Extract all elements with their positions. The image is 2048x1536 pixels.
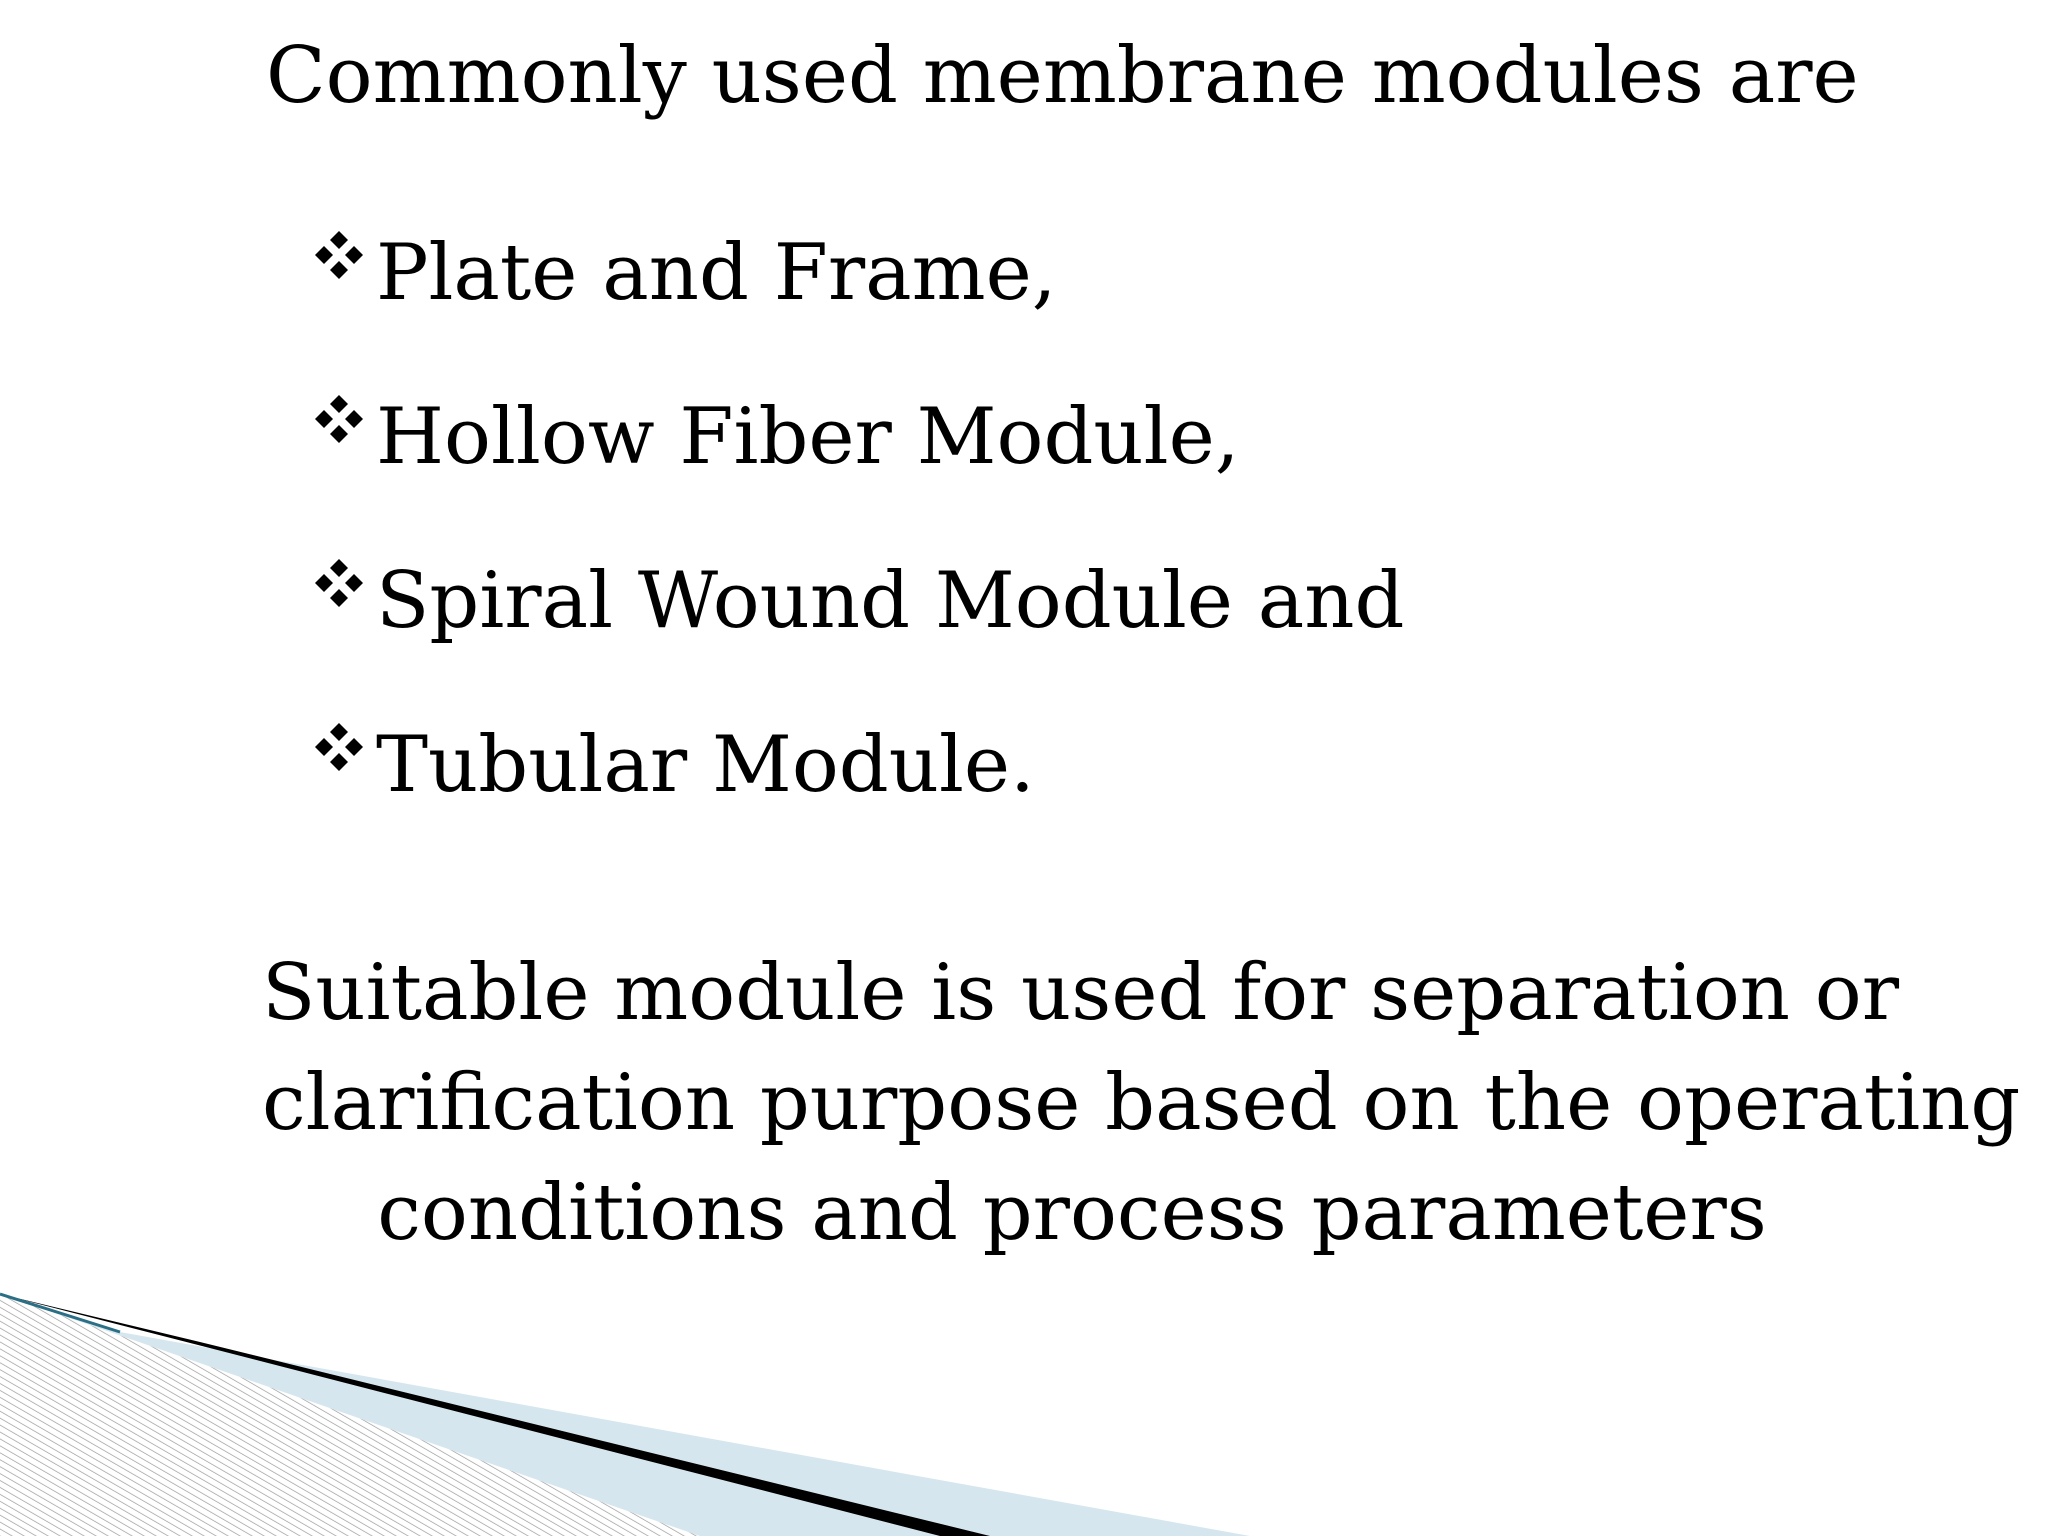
list-item (300, 389, 1404, 553)
list-item-label: Hollow Fiber Module, (376, 392, 1240, 482)
decorative-swoosh (0, 1280, 2048, 1536)
summary-paragraph (262, 938, 2021, 1268)
slide-heading: Commonly used membrane modules are (266, 31, 1859, 121)
list-item (300, 717, 1404, 881)
list-item (300, 225, 1404, 389)
summary-line: conditions and process parameters (377, 1168, 1767, 1258)
list-item (300, 553, 1404, 717)
four-diamond-bullet-icon (300, 393, 378, 457)
four-diamond-bullet-icon (300, 721, 378, 785)
four-diamond-bullet-icon (300, 229, 378, 293)
module-list (300, 225, 1404, 881)
summary-line: Suitable module is used for separation or (262, 948, 1900, 1038)
four-diamond-bullet-icon (300, 557, 378, 621)
list-item-label: Spiral Wound Module and (376, 556, 1405, 646)
list-item-label: Tubular Module. (376, 720, 1035, 810)
list-item-label: Plate and Frame, (376, 228, 1057, 318)
summary-line: clarification purpose based on the operating (262, 1058, 2021, 1148)
